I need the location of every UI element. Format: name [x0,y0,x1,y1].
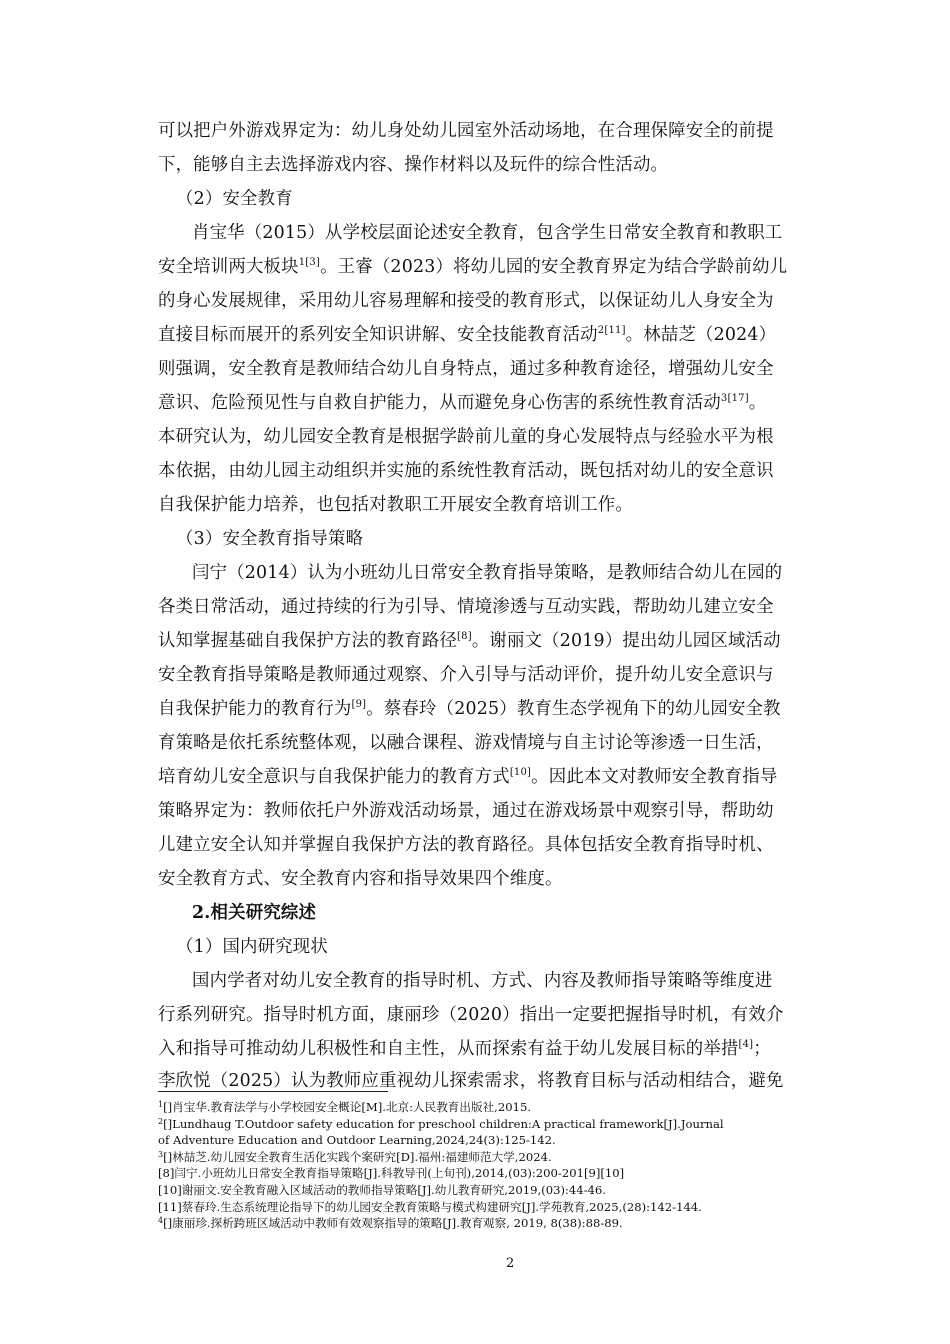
text-run: 。谢丽文（2019）提出幼儿园区域活动 [471,631,781,651]
paragraph-line [158,767,777,787]
paragraph-line: 国内学者对幼儿安全教育的指导时机、方式、内容及教师指导策略等维度进 [192,971,773,991]
paragraph-line: 安全教育方式、安全教育内容和指导效果四个维度。 [158,869,563,889]
paragraph-line [158,699,781,719]
paragraph-line: 的身心发展规律，采用幼儿容易理解和接受的教育形式，以保证幼儿人身安全为 [158,291,774,311]
paragraph-line: 各类日常活动，通过持续的行为引导、情境渗透与互动实践，帮助幼儿建立安全 [158,597,774,617]
text-run: 自我保护能力的教育行为 [158,699,352,719]
paragraph-line [158,631,781,651]
paragraph-line-last: 李欣悦（2025）认为教师应重视幼儿探索需求，将教育目标与活动相结合，避免 [158,1071,784,1091]
citation-marker: [4] [738,1039,754,1050]
citation-marker: 1[3] [298,257,321,268]
page-number: 2 [506,1256,515,1271]
paragraph-line [158,325,776,345]
citation-marker: [10] [509,767,532,778]
text-run: 。蔡春玲（2025）教育生态学视角下的幼儿园安全教 [366,699,781,719]
citation-marker: 2[11] [597,325,626,336]
paragraph-line: 安全教育指导策略是教师通过观察、介入引导与活动评价，提升幼儿安全意识与 [158,665,774,685]
paragraph-line: 肖宝华（2015）从学校层面论述安全教育，包含学生日常安全教育和教职工 [192,223,783,243]
footnote [158,1117,724,1131]
text-run: 直接目标而展开的系列安全知识讲解、安全技能教育活动 [158,325,598,345]
text-run: 意识、危险预见性与自救自护能力，从而避免身心伤害的系统性教育活动 [158,393,721,413]
paragraph-line: 可以把户外游戏界定为：幼儿身处幼儿园室外活动场地，在合理保障安全的前提 [158,121,774,141]
footnote [158,1216,623,1230]
paragraph-line [158,393,766,413]
paragraph-line [158,257,787,277]
paragraph-line: 本依据，由幼儿园主动组织并实施的系统性教育活动，既包括对幼儿的安全意识 [158,461,774,481]
text-run: 认知掌握基础自我保护方法的教育路径 [158,631,458,651]
footnote-text: []康丽珍.探析跨班区域活动中教师有效观察指导的策略[J].教育观察, 2019, 8(38):88-89. [163,1216,623,1230]
section-heading-related-research: 2.相关研究综述 [192,903,317,923]
text-run: 培育幼儿安全意识与自我保护能力的教育方式 [158,767,510,787]
section-heading-domestic-research: （1）国内研究现状 [176,937,328,957]
footnote-separator [158,1091,388,1092]
paragraph-line: 则强调，安全教育是教师结合幼儿自身特点，通过多种教育途径，增强幼儿安全 [158,359,774,379]
footnote-marker: 4 [158,1216,164,1225]
footnote [158,1100,531,1114]
text-run: 。王睿（2023）将幼儿园的安全教育界定为结合学龄前幼儿 [320,257,788,277]
citation-marker: [8] [457,631,472,642]
footnote-marker: 3 [158,1150,164,1159]
paragraph-line: 儿建立安全认知并掌握自我保护方法的教育路径。具体包括安全教育指导时机、 [158,835,774,855]
paragraph-line [158,1039,771,1059]
citation-marker: [9] [351,699,367,710]
paragraph-line: 闫宁（2014）认为小班幼儿日常安全教育指导策略，是教师结合幼儿在园的 [192,563,783,583]
section-heading-safety-education: （2）安全教育 [176,189,293,209]
footnote-text: []Lundhaug T.Outdoor safety education for preschool children:A practical framework[J].Journal [163,1117,724,1131]
paragraph-line: 育策略是依托系统整体观，以融合课程、游戏情境与自主讨论等渗透一日生活， [158,733,774,753]
paragraph-line: 自我保护能力培养，也包括对教职工开展安全教育培训工作。 [158,495,633,515]
text-run: ； [753,1039,771,1059]
footnote-marker: 2 [158,1117,164,1126]
text-run: 入和指导可推动幼儿积极性和自主性，从而探索有益于幼儿发展目标的举措 [158,1039,739,1059]
text-run: 。 [748,393,767,413]
footnote-continued: of Adventure Education and Outdoor Learning,2024,24(3):125-142. [158,1133,556,1147]
footnote-text: []林喆芝.幼儿园安全教育生活化实践个案研究[D].福州:福建师范大学,2024. [163,1150,552,1164]
text-run: 安全培训两大板块 [158,257,299,277]
text-run: 。因此本文对教师安全教育指导 [531,767,778,787]
footnote [158,1150,552,1164]
footnote-marker: 1 [158,1100,164,1109]
footnote: [10]谢丽文.安全教育融入区域活动的教师指导策略[J].幼儿教育研究,2019,(03):44-46. [158,1183,606,1197]
footnote: [11]蔡春玲.生态系统理论指导下的幼儿园安全教育策略与模式构建研究[J].学苑教育,2025,(28):142-144. [158,1200,702,1214]
text-run: 。林喆芝（2024） [625,325,777,345]
paragraph-line: 策略界定为：教师依托户外游戏活动场景，通过在游戏场景中观察引导，帮助幼 [158,801,774,821]
citation-marker: 3[17] [720,393,749,404]
section-heading-strategy: （3）安全教育指导策略 [176,529,364,549]
footnote-text: []肖宝华.教育法学与小学校园安全概论[M].北京:人民教育出版社,2015. [163,1100,532,1114]
paragraph-line: 下，能够自主去选择游戏内容、操作材料以及玩件的综合性活动。 [158,155,669,175]
paragraph-line: 行系列研究。指导时机方面，康丽珍（2020）指出一定要把握指导时机，有效介 [158,1005,784,1025]
paragraph-line: 本研究认为，幼儿园安全教育是根据学龄前儿童的身心发展特点与经验水平为根 [158,427,774,447]
footnote: [8]闫宁.小班幼儿日常安全教育指导策略[J].科教导刊(上旬刊),2014,(03):200-201[9][10] [158,1166,625,1180]
